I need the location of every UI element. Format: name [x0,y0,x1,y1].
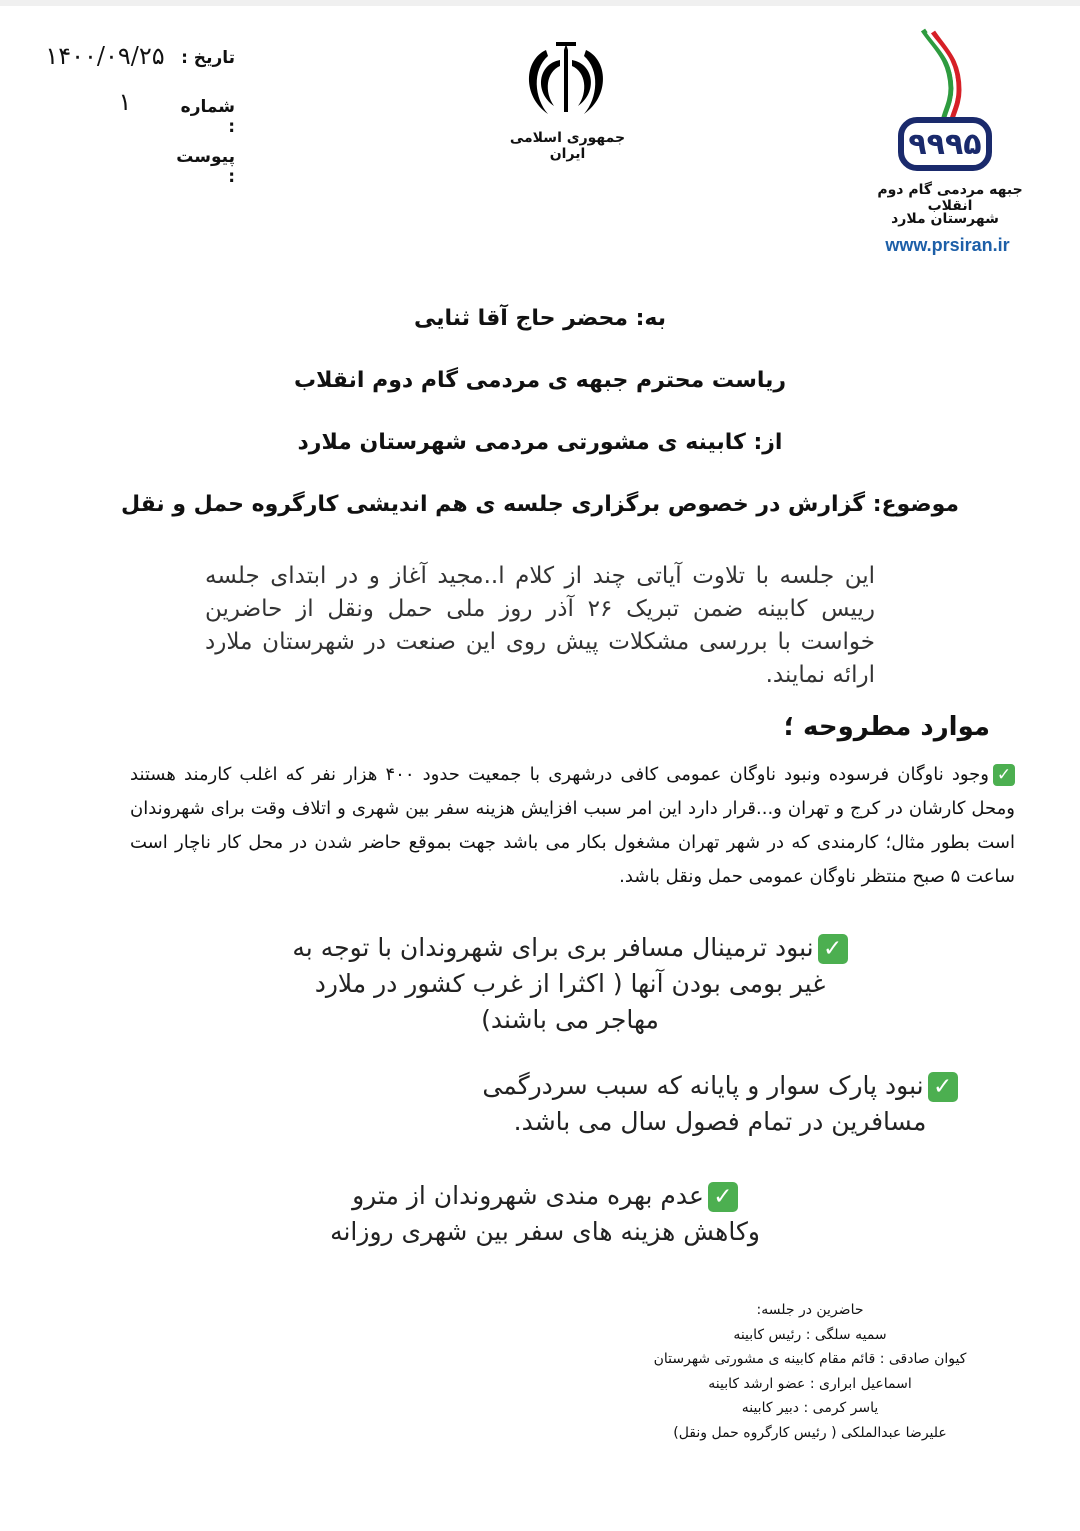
org-city: شهرستان ملارد [891,211,999,227]
list-item [130,758,1015,894]
check-icon: ✓ [993,764,1015,786]
item-text: نبود پارک سوار و پایانه که سبب سردرگمی مسافرین در تمام فصول سال می باشد. [482,1071,927,1136]
org-website-link[interactable]: www.prsiran.ir [885,235,1010,255]
svg-text:۹۹۹۵: ۹۹۹۵ [908,127,982,162]
attendee-item: کیوان صادقی : قائم مقام کابینه ی مشورتی شهرستان [653,1351,967,1367]
attendees-block [640,1298,980,1445]
list-item [460,1068,980,1140]
date-value: ۱۴۰۰/۰۹/۲۵ [45,42,165,70]
attachment-label: پیوست : [176,147,235,187]
org-name: جبهه مردمی گام دوم انقلاب [877,182,1023,214]
attendees-title: حاضرین در جلسه: [756,1302,864,1318]
emblem-caption: جمهوری اسلامی ایران [509,130,626,162]
items-title: موارد مطروحه ؛ [783,712,990,742]
letter-to: به: محضر حاج آقا ثنایی [413,306,667,331]
top-edge [0,0,1080,6]
number-label: شماره : [180,97,235,137]
attendee-item: اسماعیل ابراری : عضو ارشد کابینه [708,1375,912,1392]
item-text: نبود ترمینال مسافر بری برای شهروندان با توجه به غیر بومی بودن آنها ( اکثرا از غرب کشور در ملارد مهاجر می باشند) [292,933,826,1034]
attendee-item: یاسر کرمی : دبیر کابینه [741,1400,879,1416]
date-label: تاریخ : [181,48,235,68]
check-icon: ✓ [708,1182,738,1212]
letter-to-title: ریاست محترم جبهه ی مردمی گام دوم انقلاب [293,368,787,393]
item-text: عدم بهره مندی شهروندان از مترو وکاهش هزینه های سفر بین شهری روزانه [330,1181,760,1246]
attendee-item: سمیه سلگی : رئیس کابینه [733,1326,887,1343]
check-icon: ✓ [928,1072,958,1102]
letter-subject: موضوع: گزارش در خصوص برگزاری جلسه ی هم اندیشی کارگروه حمل و نقل [120,492,960,517]
check-icon: ✓ [818,934,848,964]
attendee-item: علیرضا عبدالملکی ( رئیس کارگروه حمل ونقل) [673,1424,947,1441]
intro-paragraph: این جلسه با تلاوت آیاتی چند از کلام ا..مجید آغاز و در ابتدای جلسه رییس کابینه ضمن تبریک ۲۶ آذر روز ملی حمل ونقل از حاضرین خواست با بررسی مشکلات پیش روی این صنعت در شهرستان ملارد ارائه نمایند. [205,563,875,688]
org-logo-icon [895,28,995,173]
list-item [320,1178,770,1250]
iran-emblem-icon [520,40,612,122]
list-item [290,930,850,1038]
number-value: ۱ [118,88,132,116]
letter-from: از: کابینه ی مشورتی مردمی شهرستان ملارد [297,430,783,455]
item-text: وجود ناوگان فرسوده ونبود ناوگان عمومی کافی درشهری با جمعیت حدود ۴۰۰ هزار نفر که اغلب کارمند هستند ومحل کارشان در کرج و تهران و...قرار دارد این امر سبب افزایش هزینه سفر بین شهری و اتلاف وقت برای شهروندان است بطور مثال؛ کارمندی که در شهر تهران مشغول بکار می باشد جهت بموقع حاضر شدن در محل کار ناچار است ساعت ۵ صبح منتظر ناوگان عمومی حمل ونقل باشد. [130,764,1015,887]
